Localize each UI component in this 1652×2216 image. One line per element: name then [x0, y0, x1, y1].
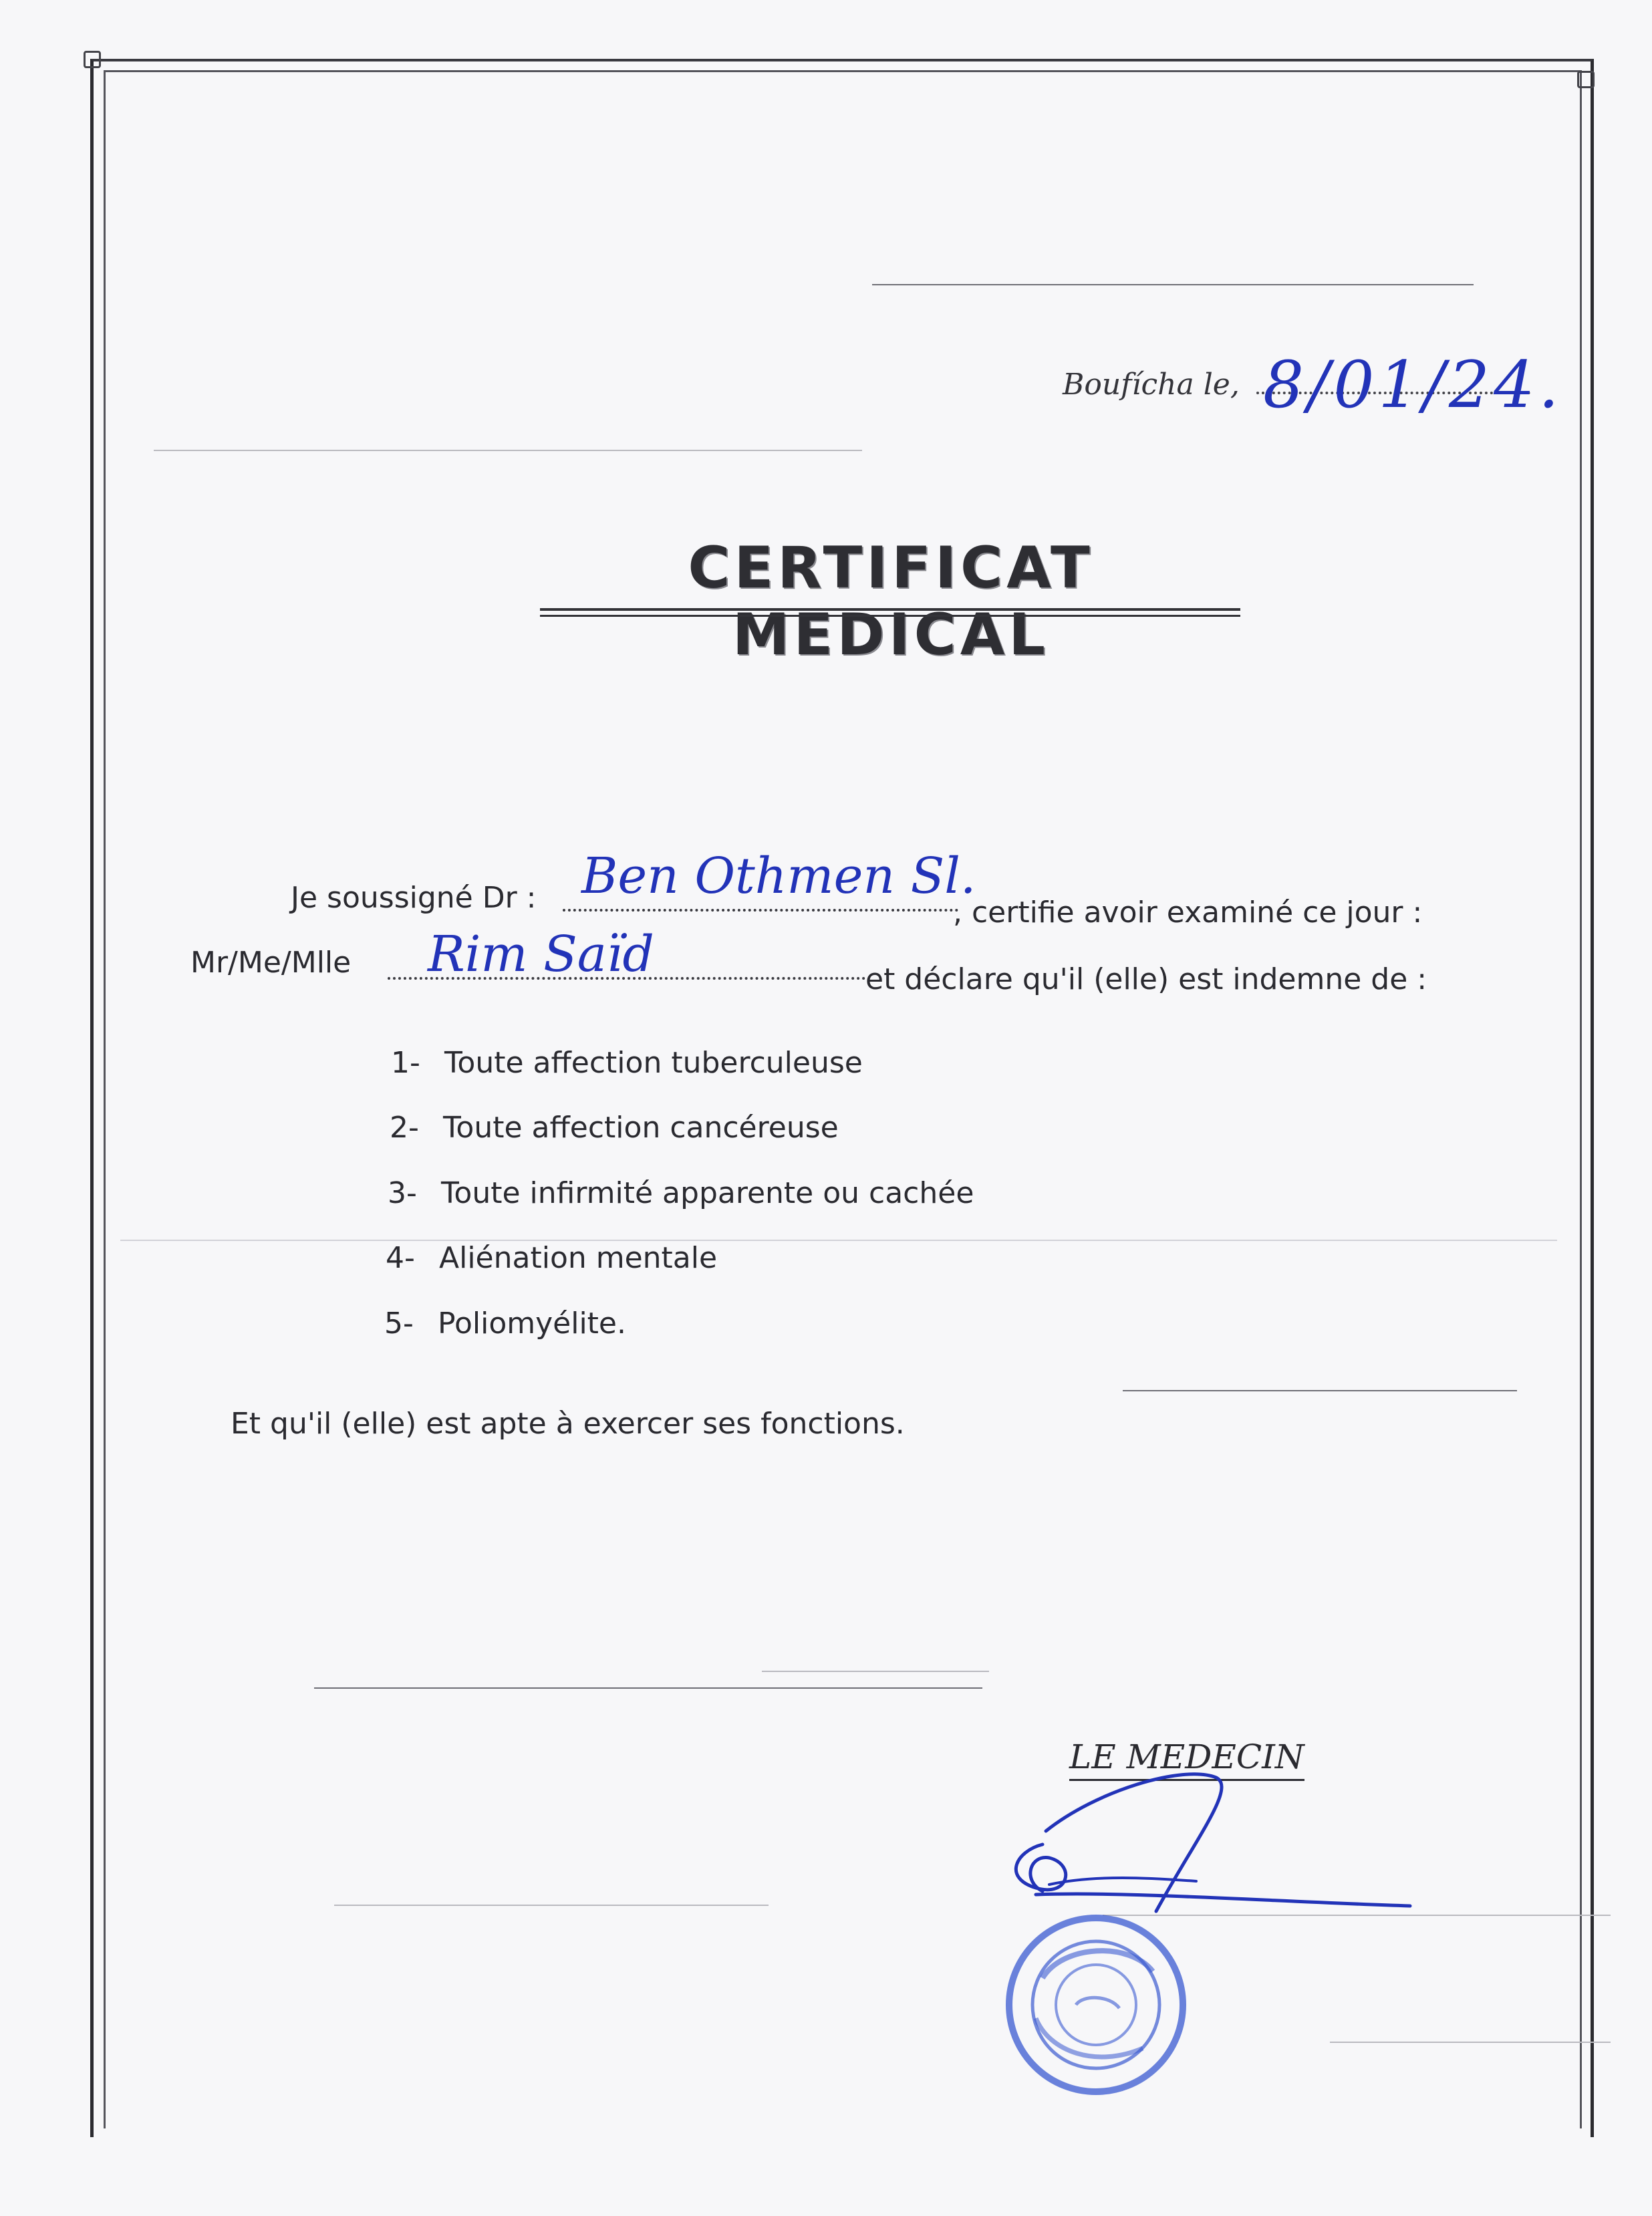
- declaration-line1-suffix: , certifie avoir examiné ce jour :: [953, 895, 1423, 930]
- border-corner-ornament: [84, 51, 101, 68]
- border-corner-ornament: [1577, 71, 1595, 88]
- declaration-line2-suffix: et déclare qu'il (elle) est indemne de :: [865, 962, 1427, 996]
- list-item-number: 3-: [388, 1176, 417, 1210]
- patient-name: Rim Saïd: [428, 926, 654, 983]
- scan-line: [334, 1905, 769, 1906]
- page-title: CERTIFICAT MEDICAL: [688, 535, 1094, 668]
- doctor-name-dotted-line: [563, 909, 958, 912]
- list-item: [391, 1046, 863, 1080]
- list-item: [384, 1306, 626, 1341]
- list-item: [390, 1111, 839, 1145]
- scan-line: [762, 1671, 989, 1672]
- scan-line: [1330, 2042, 1611, 2043]
- title-underline: [540, 608, 1240, 617]
- scan-line: [872, 284, 1474, 285]
- list-item-number: 4-: [386, 1241, 415, 1275]
- date-line: [1063, 348, 1570, 422]
- list-item-text: Poliomyélite.: [438, 1306, 626, 1341]
- list-item-number: 1-: [391, 1046, 420, 1080]
- declaration-line1-prefix: Je soussigné Dr :: [291, 881, 537, 915]
- list-item-text: Toute affection tuberculeuse: [444, 1046, 863, 1080]
- signatory-label: LE MEDECIN: [1069, 1738, 1304, 1781]
- list-item-number: 5-: [384, 1306, 414, 1341]
- date-label: Boufícha le,: [1063, 368, 1240, 402]
- scan-line: [314, 1687, 982, 1689]
- list-item: [388, 1176, 974, 1210]
- official-stamp-image: [996, 1905, 1196, 2105]
- doctor-name: Ben Othmen Sl.: [581, 847, 976, 905]
- list-item-text: Toute infirmité apparente ou cachée: [441, 1176, 974, 1210]
- scan-line: [1123, 1390, 1517, 1391]
- scan-line: [120, 1240, 1557, 1241]
- declaration-line2-prefix: Mr/Me/Mlle: [190, 946, 352, 980]
- list-item-text: Aliénation mentale: [439, 1241, 718, 1275]
- list-item-number: 2-: [390, 1111, 419, 1145]
- date-value: 8/01/24.: [1263, 348, 1563, 422]
- scan-line: [154, 450, 862, 451]
- conclusion-text: Et qu'il (elle) est apte à exercer ses fonctions.: [231, 1407, 905, 1441]
- list-item-text: Toute affection cancéreuse: [443, 1111, 839, 1145]
- list-item: [386, 1241, 717, 1275]
